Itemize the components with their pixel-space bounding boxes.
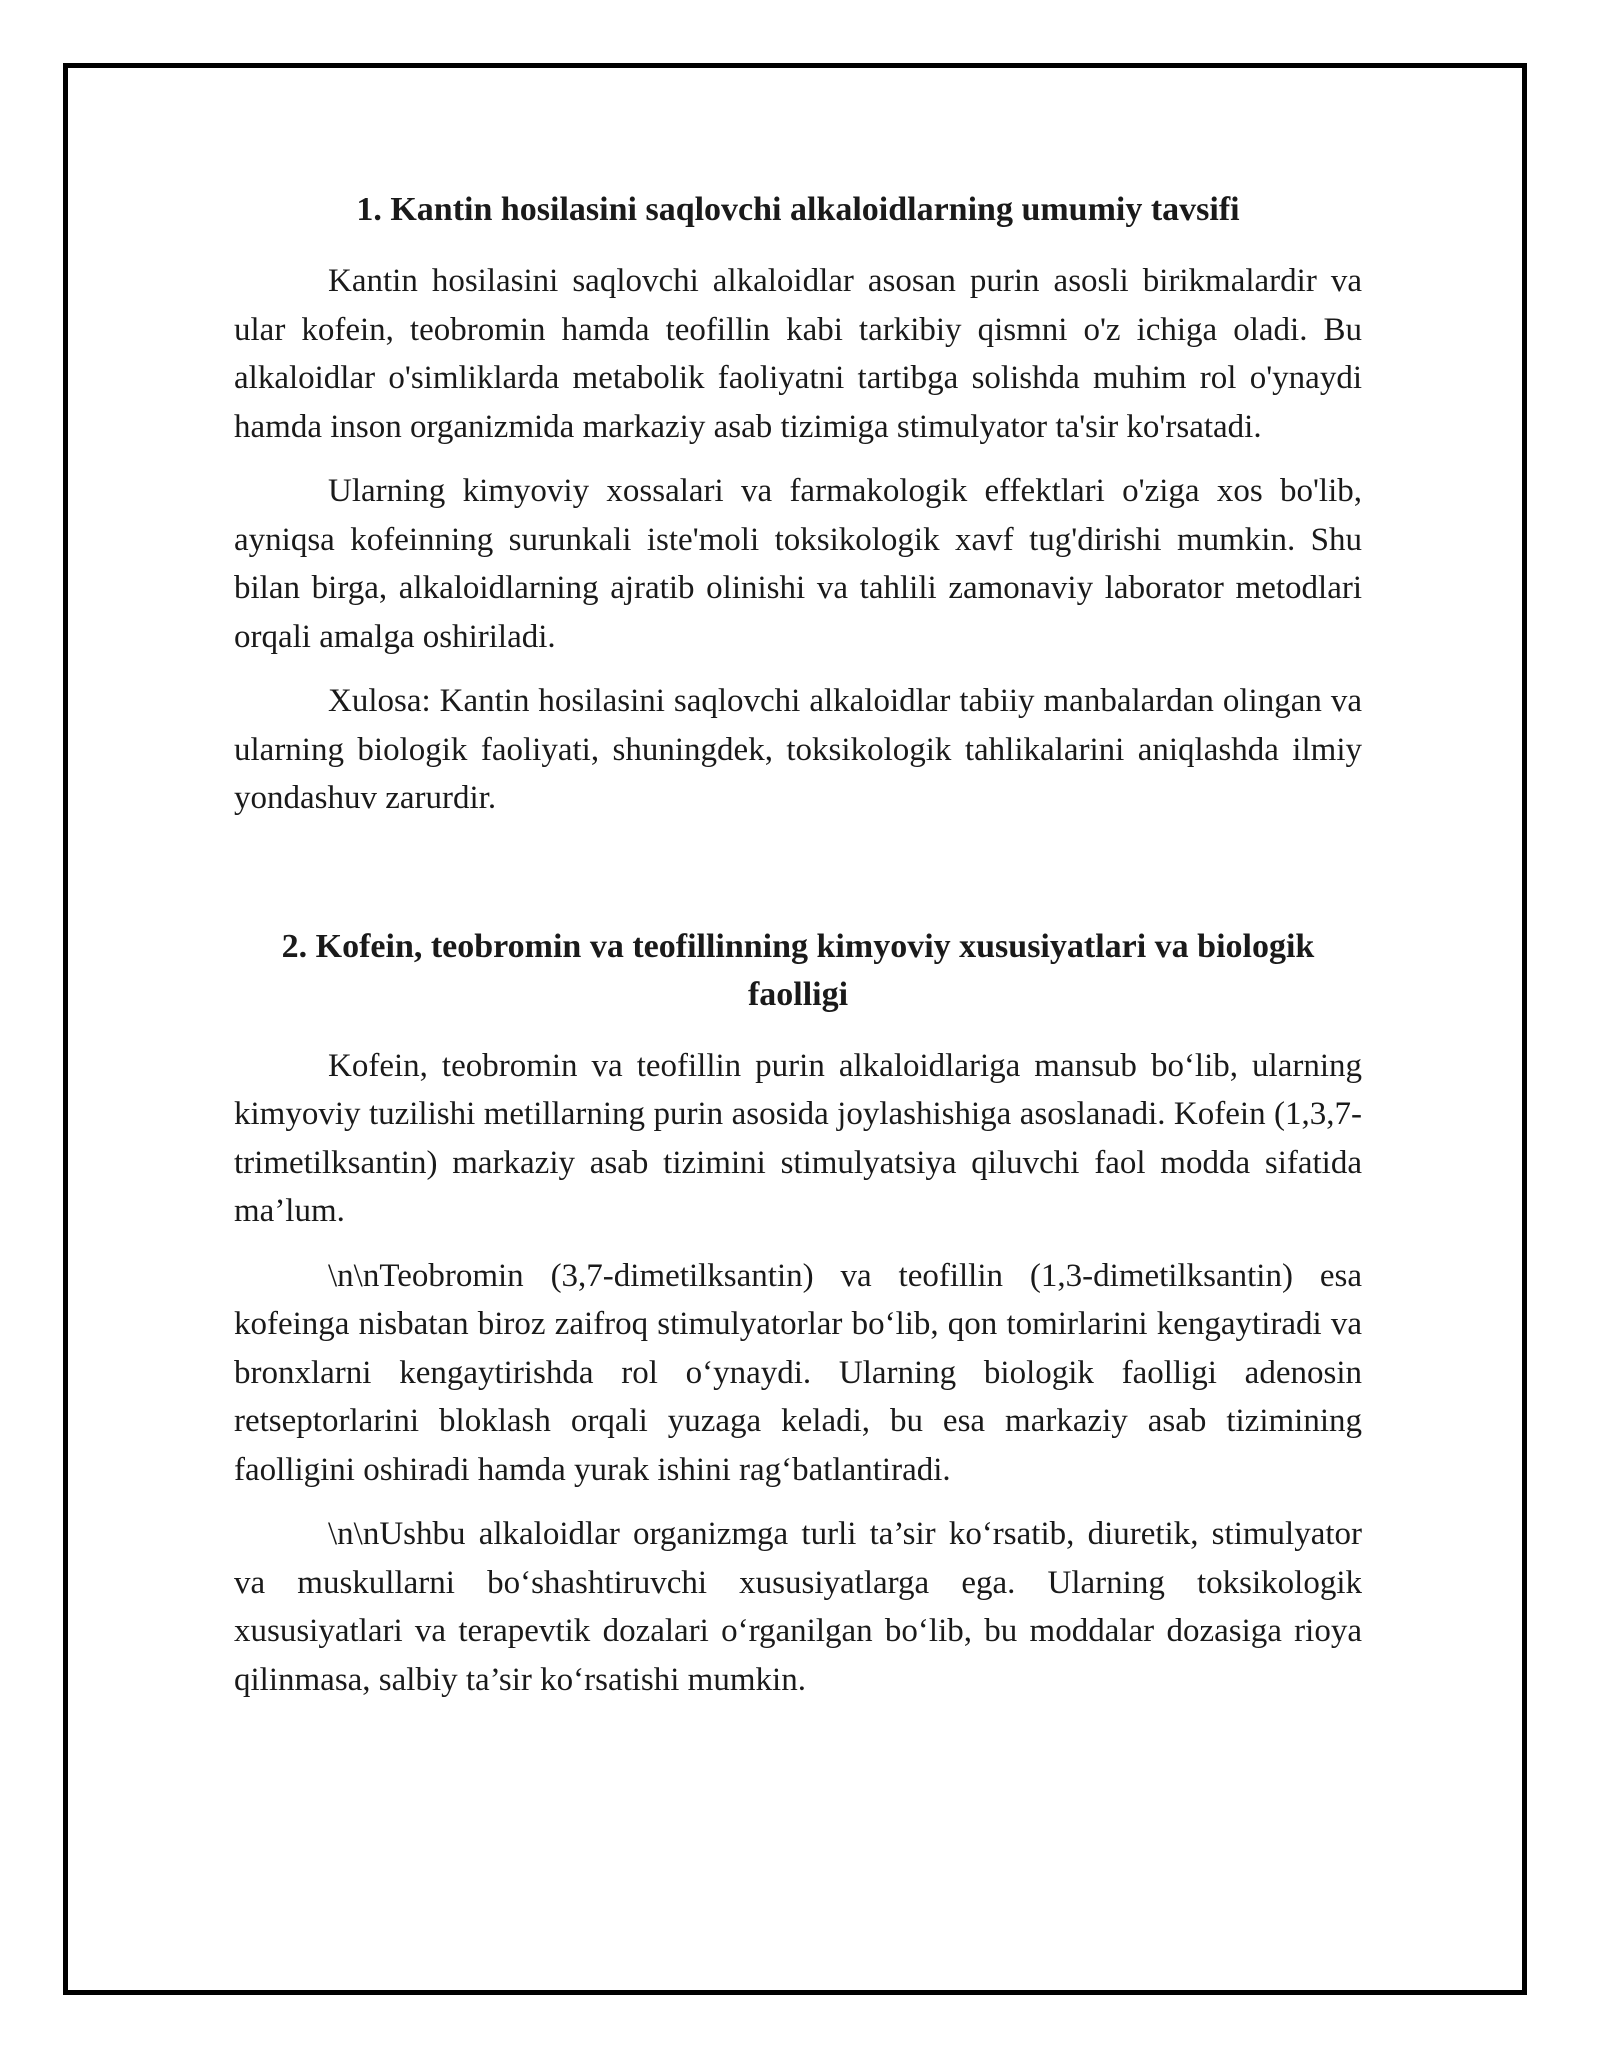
section-chemical-properties xyxy=(234,923,1362,1705)
paragraph: \n\nTeobromin (3,7-dimetilksantin) va teofillin (1,3-dimetilksantin) esa kofeinga nisbatan biroz zaifroq stimulyatorlar bo‘lib, qon tomirlarini kengaytiradi va bronxlarni kengaytirishda rol o‘ynaydi. Ularning biologik faolligi adenosin retseptorlarini bloklash orqali yuzaga keladi, bu esa markaziy asab tizimining faolligini oshiradi hamda yurak ishini rag‘batlantiradi. xyxy=(234,1257,1362,1488)
paragraph: Kofein, teobromin va teofillin purin alkaloidlariga mansub bo‘lib, ularning kimyoviy tuzilishi metillarning purin asosida joylashishiga asoslanadi. Kofein (1,3,7-trimetilksantin) markaziy asab tizimini stimulyatsiya qiluvchi faol modda sifatida ma’lum. xyxy=(234,1047,1362,1229)
paragraph: Kantin hosilasini saqlovchi alkaloidlar asosan purin asosli birikmalardir va ular kofein, teobromin hamda teofillin kabi tarkibiy qismni o'z ichiga oladi. Bu alkaloidlar o'simliklarda metabolik faoliyatni tartibga solishda muhim rol o'ynaydi hamda inson organizmida markaziy asab tizimiga stimulyator ta'sir ko'rsatadi. xyxy=(234,263,1362,445)
document-body xyxy=(234,186,1362,1720)
section-general-description xyxy=(234,186,1362,823)
paragraph-conclusion: Xulosa: Kantin hosilasini saqlovchi alkaloidlar tabiiy manbalardan olingan va ularning biologik faoliyati, shuningdek, toksikologik tahlikalarini aniqlashda ilmiy yondashuv zarurdir. xyxy=(234,683,1362,816)
paragraph: \n\nUshbu alkaloidlar organizmga turli ta’sir ko‘rsatib, diuretik, stimulyator va muskullarni bo‘shashtiruvchi xususiyatlarga ega. Ularning toksikologik xususiyatlari va terapevtik dozalari o‘rganilgan bo‘lib, bu moddalar dozasiga rioya qilinmasa, salbiy ta’sir ko‘rsatishi mumkin. xyxy=(234,1516,1362,1698)
section-heading: 2. Kofein, teobromin va teofillinning kimyoviy xususiyatlari va biologik faolligi xyxy=(281,927,1315,1013)
paragraph: Ularning kimyoviy xossalari va farmakologik effektlari o'ziga xos bo'lib, ayniqsa kofeinning surunkali iste'moli toksikologik xavf tug'dirishi mumkin. Shu bilan birga, alkaloidlarning ajratib olinishi va tahlili zamonaviy laborator metodlari orqali amalga oshiriladi. xyxy=(234,473,1362,655)
section-heading: 1. Kantin hosilasini saqlovchi alkaloidlarning umumiy tavsifi xyxy=(356,191,1240,228)
